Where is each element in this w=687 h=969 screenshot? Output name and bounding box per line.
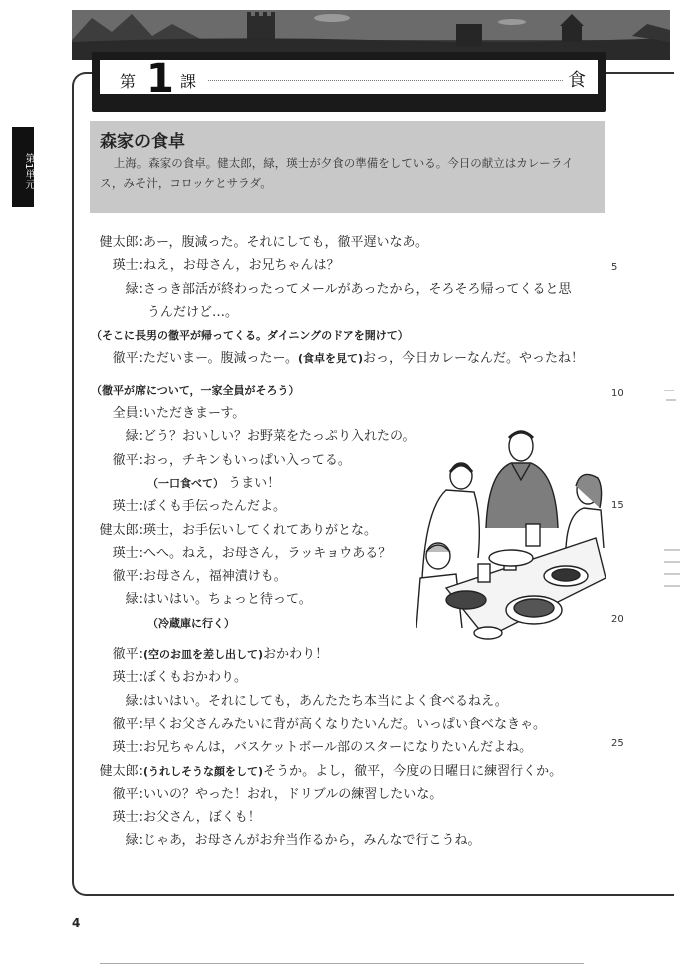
lesson-ka: 課 [180, 72, 197, 91]
footer-rule [100, 963, 584, 964]
speech [143, 347, 584, 370]
dialogue-line [91, 806, 611, 829]
page-number: 4 [72, 916, 81, 930]
speech: お兄ちゃんは，バスケットボール部のスターになりたいんだよね。 [143, 740, 533, 756]
speaker: 徹平: [112, 786, 143, 802]
speaker: 瑛士: [112, 258, 143, 274]
speech: いいの？やった！おれ，ドリブルの練習したいな。 [143, 786, 443, 802]
stage-direction: （そこに長男の徹平が帰ってくる。ダイニングのドアを開けて） [91, 329, 409, 343]
speech: どう？おいしい？お野菜をたっぷり入れたの。 [143, 429, 416, 445]
speaker: 瑛士: [112, 545, 143, 561]
dialogue-line [91, 736, 611, 759]
speech: じゃあ，お母さんがお弁当作るから，みんなで行こうね。 [143, 833, 481, 849]
lesson-number: 1 [146, 56, 174, 102]
speech [143, 760, 562, 783]
dialogue-line [91, 254, 611, 277]
inline-direction: (食卓を見て) [297, 352, 364, 366]
dialogue-line [91, 666, 611, 689]
inline-direction: （一口食べて） [147, 476, 224, 490]
lesson-topic: 食 [568, 70, 586, 91]
line-number: 15 [611, 500, 624, 511]
line-number: 5 [611, 262, 618, 273]
speech: ねえ，お母さん，お兄ちゃんは？ [143, 258, 340, 274]
speaker: 緑: [125, 429, 143, 445]
speaker: 全員: [112, 406, 143, 422]
speaker: 瑛士: [112, 670, 143, 686]
dialogue-line [91, 231, 611, 254]
family-dinner-illustration [416, 428, 606, 644]
lesson-header [92, 52, 606, 112]
speech [143, 643, 328, 666]
speech: いただきまーす。 [143, 406, 246, 422]
dialogue-line [91, 402, 611, 425]
lesson-header-inner [100, 56, 598, 102]
lesson-dotted-rule [208, 80, 563, 81]
speaker: 徹平: [112, 716, 143, 732]
inline-direction: （冷蔵庫に行く） [147, 616, 235, 630]
lesson-dai: 第 [120, 72, 137, 91]
inline-direction: (うれしそうな顔をして) [143, 764, 264, 778]
speech-text: うまい！ [228, 475, 281, 491]
speech: はいはい。それにしても，あんたたち本当によく食べるねえ。 [143, 693, 508, 709]
speech-text: そうか。よし，徹平，今度の日曜日に練習行くか。 [263, 763, 563, 779]
speaker: 緑: [125, 592, 143, 608]
speech-text: おっ，今日カレーなんだ。やったね！ [363, 351, 585, 367]
speaker: 緑: [125, 693, 143, 709]
scene-box [90, 121, 605, 213]
speaker: 瑛士: [112, 740, 143, 756]
dialogue-line [91, 783, 611, 806]
speech: お母さん，福神漬けも。 [143, 569, 287, 585]
scan-edge-marks [662, 390, 682, 610]
speech-text: おかわり！ [263, 647, 329, 663]
stage-direction: （徹平が席について，一家全員がそろう） [91, 383, 300, 397]
line-number: 25 [611, 738, 624, 749]
speech: おっ，チキンもいっぱい入ってる。 [143, 452, 351, 468]
speech: ぼくも手伝ったんだよ。 [143, 499, 287, 515]
speaker: 健太郎: [99, 522, 143, 538]
dialogue-line [91, 760, 611, 783]
speech: お父さん，ぼくも！ [143, 810, 261, 826]
dialogue-line [91, 690, 611, 713]
speaker: 健太郎: [99, 235, 143, 250]
speaker: 徹平: [112, 351, 143, 367]
dialogue-line [91, 278, 611, 301]
speech: 早くお父さんみたいに背が高くなりたいんだ。いっぱい食べなきゃ。 [143, 716, 547, 732]
speaker: 徹平: [112, 647, 143, 663]
speaker: 緑: [125, 281, 143, 297]
speaker: 瑛士: [112, 499, 143, 515]
inline-direction: (空のお皿を差し出して) [143, 648, 264, 662]
speaker: 徹平: [112, 452, 143, 468]
dialogue-continuation: うんだけど…。 [147, 304, 239, 320]
speech: はいはい。ちょっと待って。 [143, 592, 312, 608]
speech: 瑛士，お手伝いしてくれてありがとな。 [143, 522, 378, 538]
speaker: 健太郎: [99, 763, 143, 779]
speech: ぼくもおかわり。 [143, 670, 248, 686]
speaker: 緑: [125, 833, 143, 849]
dialogue-line [91, 829, 611, 852]
scene-description: 上海。森家の食卓。健太郎，緑，瑛士が夕食の準備をしている。今日の献立はカレーライス，みそ汁，コロッケとサラダ。 [100, 156, 574, 190]
speech: あー，腹減った。それにしても，徹平遅いなあ。 [143, 235, 428, 250]
speaker: 瑛士: [112, 810, 143, 826]
scene-title: 森家の食卓 [100, 132, 185, 152]
unit-tab: 第1単元 [12, 127, 34, 207]
line-number: 20 [611, 614, 624, 625]
speech: さっき部活が終わったってメールがあったから，そろそろ帰ってくると思 [143, 281, 572, 297]
dialogue-line [91, 347, 611, 370]
dialogue-line [91, 643, 611, 666]
speech: へへ。ねえ，お母さん，ラッキョウある？ [143, 545, 392, 561]
dialogue-line [91, 713, 611, 736]
speaker: 徹平: [112, 569, 143, 585]
line-number: 10 [611, 388, 624, 399]
speech-text: ただいまー。腹減ったー。 [143, 351, 298, 367]
